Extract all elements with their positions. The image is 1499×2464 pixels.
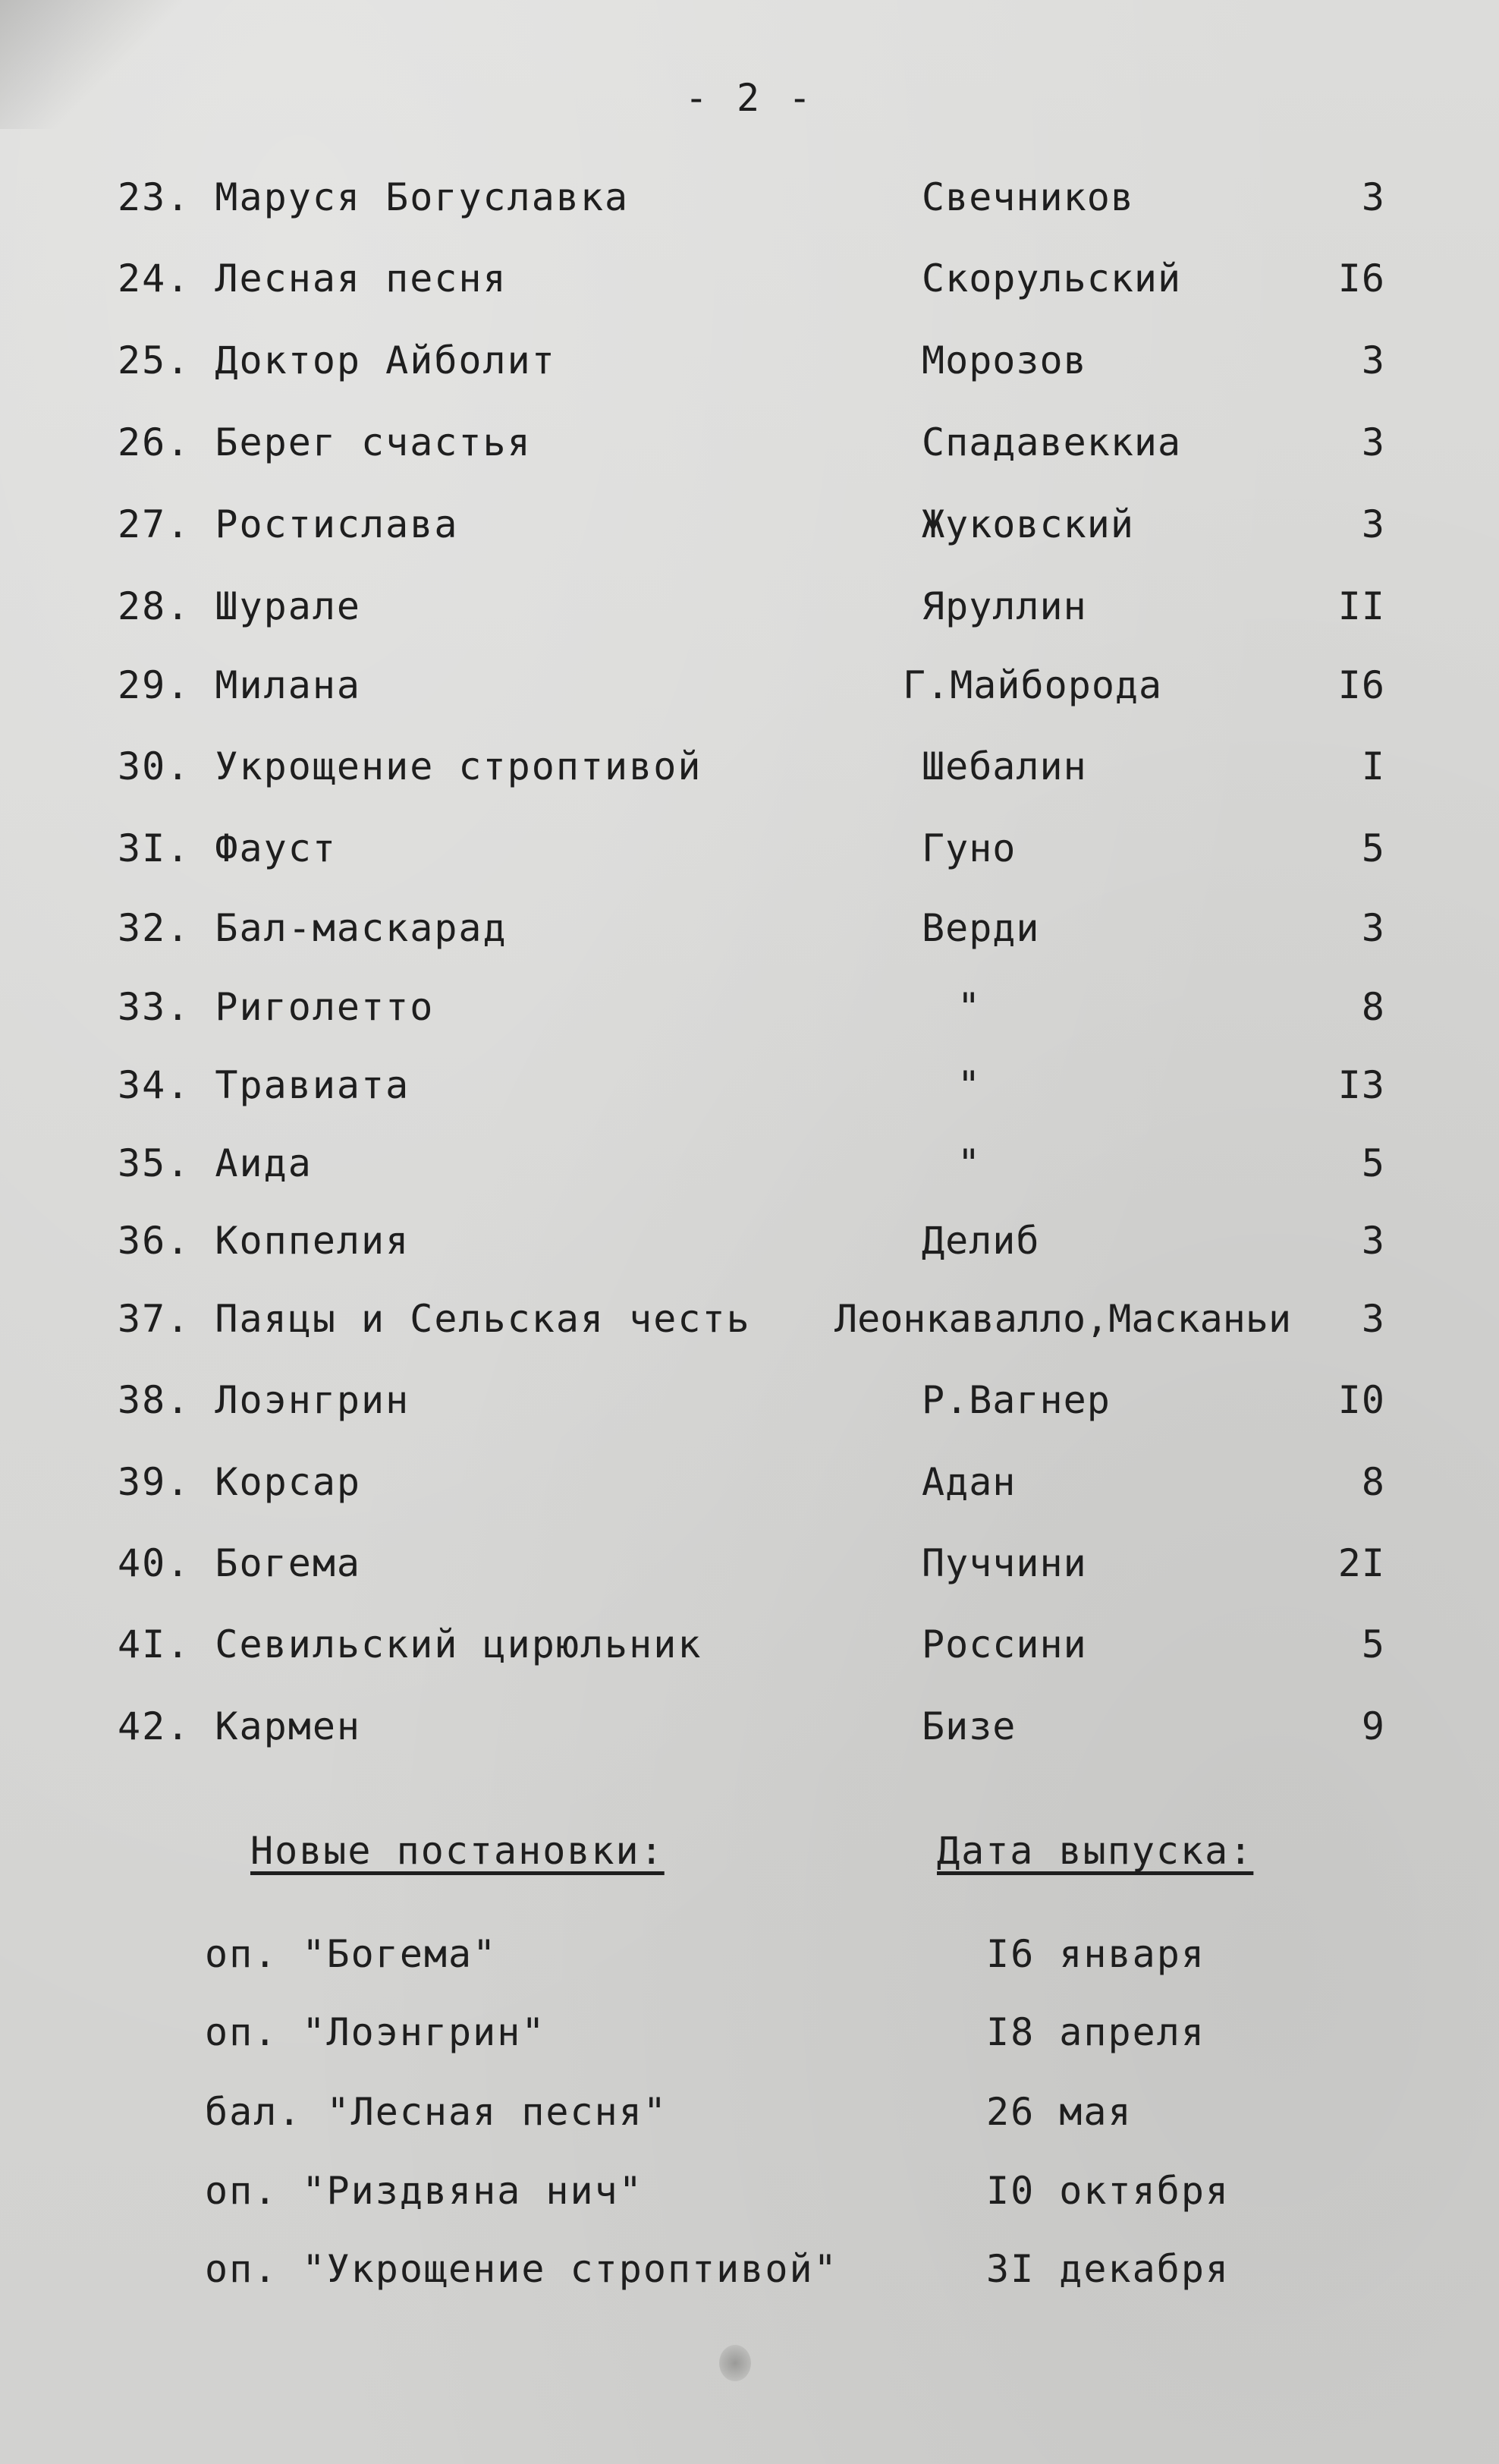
performance-count: I xyxy=(1361,744,1385,788)
composer: Пуччини xyxy=(922,1541,1087,1585)
work-title: 3I. Фауст xyxy=(118,826,337,870)
production-title: оп. "Лоэнгрин" xyxy=(205,2010,546,2054)
repertoire-row xyxy=(0,1214,1499,1267)
repertoire-row xyxy=(0,1618,1499,1671)
performance-count: 5 xyxy=(1361,1141,1385,1185)
release-date: 26 мая xyxy=(986,2090,1133,2134)
work-title: 36. Коппелия xyxy=(118,1219,410,1263)
composer: Адан xyxy=(922,1460,1017,1504)
repertoire-row xyxy=(0,1700,1499,1753)
work-title: 29. Милана xyxy=(118,663,362,707)
performance-count: 3 xyxy=(1361,338,1385,382)
performance-count: I6 xyxy=(1337,256,1385,301)
work-title: 28. Шурале xyxy=(118,584,362,628)
composer: Леонкавалло,Масканьи xyxy=(834,1297,1292,1341)
performance-count: 3 xyxy=(1361,906,1385,950)
performance-count: 5 xyxy=(1361,826,1385,870)
repertoire-row xyxy=(0,1292,1499,1345)
ink-spot xyxy=(719,2345,751,2381)
composer: Жуковский xyxy=(922,502,1134,546)
composer: Делиб xyxy=(922,1219,1040,1263)
work-title: 37. Паяцы и Сельская честь xyxy=(118,1297,751,1341)
release-date-heading: Дата выпуска: xyxy=(937,1829,1254,1873)
composer-ditto: " xyxy=(957,1141,982,1185)
performance-count: I0 xyxy=(1337,1378,1385,1422)
new-production-row xyxy=(0,2164,1499,2217)
composer: Спадавеккиа xyxy=(922,420,1182,464)
composer: Бизе xyxy=(922,1704,1017,1748)
repertoire-row xyxy=(0,659,1499,712)
composer: Р.Вагнер xyxy=(922,1378,1111,1422)
work-title: 32. Бал-маскарад xyxy=(118,906,508,950)
production-title: оп. "Риздвяна нич" xyxy=(205,2169,643,2213)
work-title: 26. Берег счастья xyxy=(118,420,532,464)
repertoire-row xyxy=(0,740,1499,793)
repertoire-row xyxy=(0,334,1499,387)
production-title: оп. "Укрощение строптивой" xyxy=(205,2247,838,2291)
production-title: оп. "Богема" xyxy=(205,1932,498,1976)
release-date: 3I декабря xyxy=(986,2247,1230,2291)
performance-count: 9 xyxy=(1361,1704,1385,1748)
repertoire-row xyxy=(0,1537,1499,1590)
performance-count: 8 xyxy=(1361,985,1385,1029)
release-date: I6 января xyxy=(986,1932,1205,1976)
repertoire-row xyxy=(0,980,1499,1034)
new-production-row xyxy=(0,2085,1499,2138)
repertoire-row xyxy=(0,416,1499,469)
repertoire-row xyxy=(0,902,1499,955)
composer: Скорульский xyxy=(922,256,1182,301)
work-title: 39. Корсар xyxy=(118,1460,362,1504)
work-title: 42. Кармен xyxy=(118,1704,362,1748)
work-title: 25. Доктор Айболит xyxy=(118,338,556,382)
performance-count: I6 xyxy=(1337,663,1385,707)
performance-count: 3 xyxy=(1361,175,1385,219)
repertoire-row xyxy=(0,498,1499,551)
performance-count: 3 xyxy=(1361,1219,1385,1263)
repertoire-row xyxy=(0,580,1499,633)
work-title: 23. Маруся Богуславка xyxy=(118,175,630,219)
page-number: - 2 - xyxy=(684,76,815,120)
new-production-row xyxy=(0,1927,1499,1981)
work-title: 38. Лоэнгрин xyxy=(118,1378,410,1422)
repertoire-row xyxy=(0,1059,1499,1112)
work-title: 27. Ростислава xyxy=(118,502,459,546)
new-production-row xyxy=(0,2242,1499,2296)
repertoire-row xyxy=(0,171,1499,224)
performance-count: 3 xyxy=(1361,420,1385,464)
repertoire-row xyxy=(0,1137,1499,1190)
composer: Россини xyxy=(922,1622,1087,1666)
work-title: 30. Укрощение строптивой xyxy=(118,744,702,788)
release-date: I0 октября xyxy=(986,2169,1230,2213)
composer-ditto: " xyxy=(957,1063,982,1107)
performance-count: I3 xyxy=(1337,1063,1385,1107)
repertoire-row xyxy=(0,822,1499,875)
composer: Морозов xyxy=(922,338,1087,382)
work-title: 24. Лесная песня xyxy=(118,256,508,301)
repertoire-row xyxy=(0,252,1499,305)
composer: Яруллин xyxy=(922,584,1087,628)
composer-ditto: " xyxy=(957,985,982,1029)
composer: Шебалин xyxy=(922,744,1087,788)
composer: Свечников xyxy=(922,175,1134,219)
release-date: I8 апреля xyxy=(986,2010,1205,2054)
composer: Г.Майборода xyxy=(903,663,1163,707)
repertoire-row xyxy=(0,1455,1499,1509)
work-title: 40. Богема xyxy=(118,1541,362,1585)
performance-count: 3 xyxy=(1361,502,1385,546)
performance-count: 3 xyxy=(1361,1297,1385,1341)
performance-count: 2I xyxy=(1337,1541,1385,1585)
repertoire-row xyxy=(0,1374,1499,1427)
new-productions-heading: Новые постановки: xyxy=(250,1829,665,1873)
performance-count: II xyxy=(1337,584,1385,628)
work-title: 4I. Севильский цирюльник xyxy=(118,1622,702,1666)
new-production-row xyxy=(0,2006,1499,2059)
composer: Верди xyxy=(922,906,1040,950)
composer: Гуно xyxy=(922,826,1017,870)
work-title: 35. Аида xyxy=(118,1141,313,1185)
work-title: 33. Риголетто xyxy=(118,985,435,1029)
performance-count: 8 xyxy=(1361,1460,1385,1504)
performance-count: 5 xyxy=(1361,1622,1385,1666)
work-title: 34. Травиата xyxy=(118,1063,410,1107)
production-title: бал. "Лесная песня" xyxy=(205,2090,668,2134)
